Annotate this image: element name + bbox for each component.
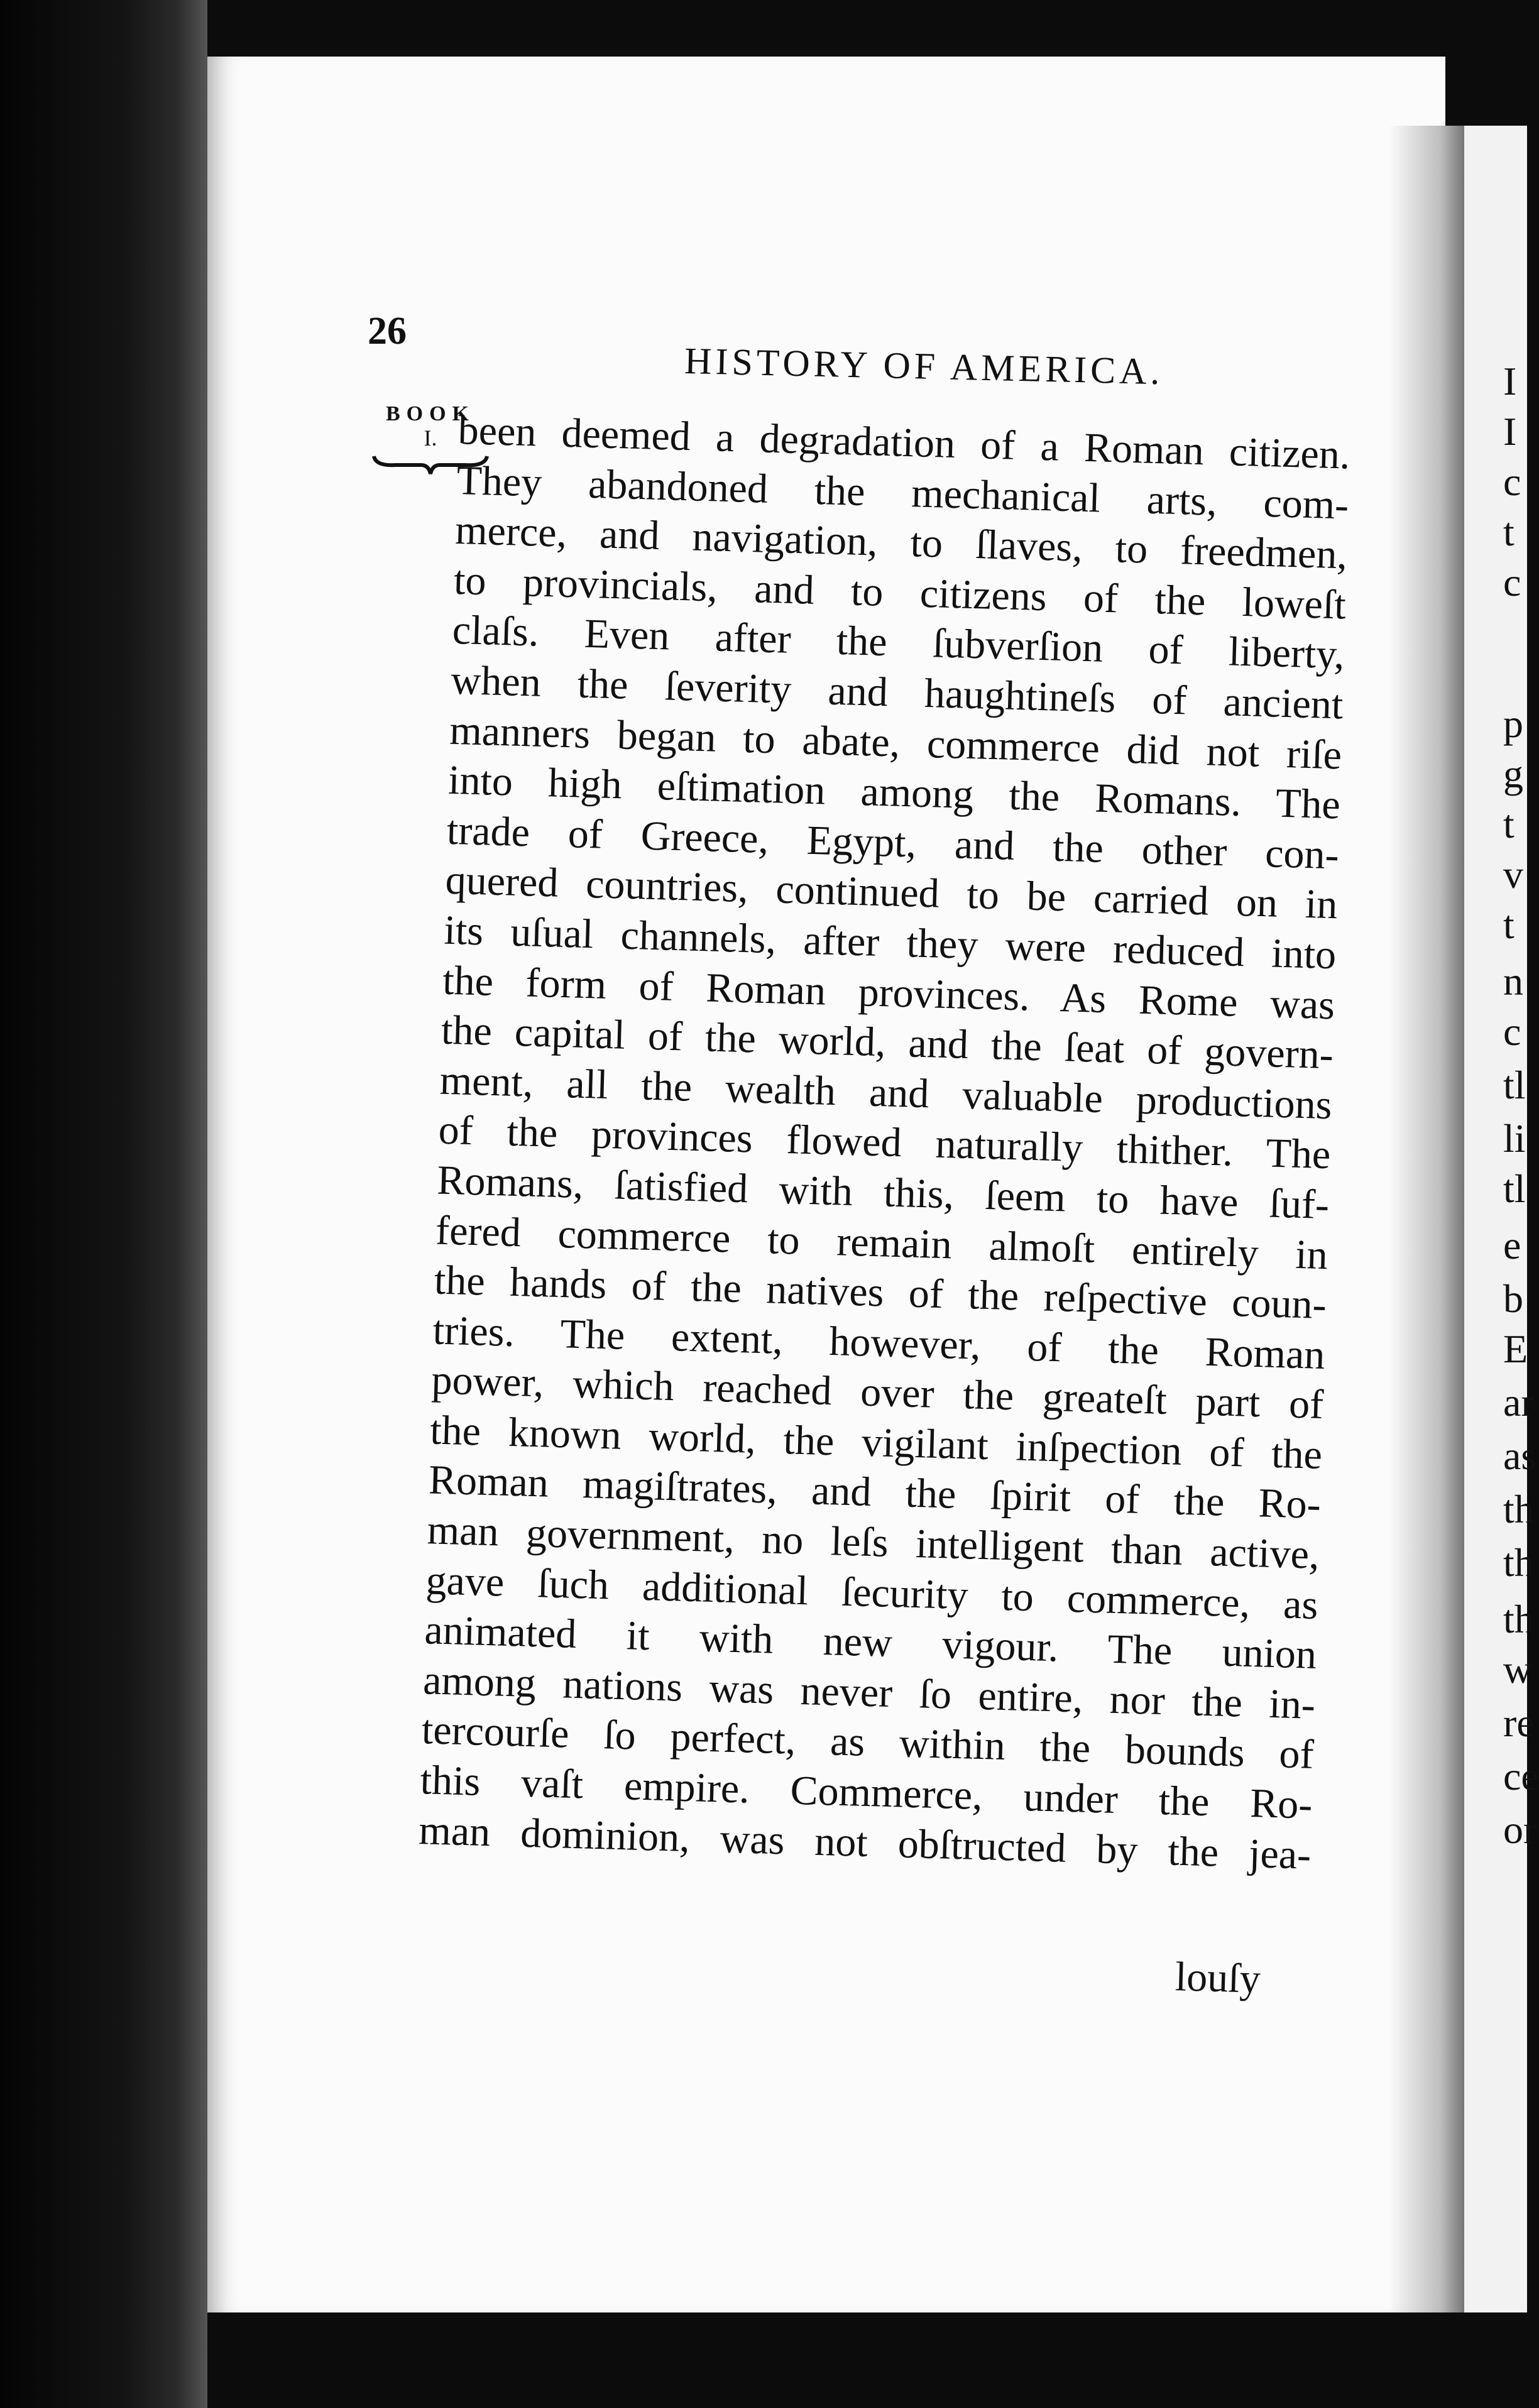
facing-page-fragment: li <box>1503 1116 1526 1161</box>
text-line: manners began to abate, commerce did not riſe <box>449 707 1343 778</box>
text-line: ment, all the wealth and valuable productions <box>439 1057 1333 1128</box>
text-line: this vaſt empire. Commerce, under the Ro- <box>419 1757 1313 1828</box>
text-line: gave ſuch additional ſecurity to commerce, as <box>425 1557 1319 1628</box>
text-line: Roman magiſtrates, and the ſpirit of the Ro- <box>428 1457 1322 1528</box>
facing-page-fragment: t <box>1503 510 1514 554</box>
text-line: its uſual channels, after they were reduced into <box>443 907 1337 978</box>
facing-page-fragment: n <box>1503 959 1523 1004</box>
facing-page-fragment: th <box>1503 1487 1535 1531</box>
text-line: They abandoned the mechanical arts, com- <box>456 457 1350 528</box>
facing-page-fragment: E <box>1503 1327 1528 1371</box>
facing-page-fragment: th <box>1503 1540 1535 1585</box>
text-line: to provincials, and to citizens of the loweſt <box>453 557 1347 628</box>
text-line: tries. The extent, however, of the Roman <box>432 1307 1326 1378</box>
facing-page-fragment: I <box>1503 409 1517 454</box>
facing-page-fragment: re <box>1503 1700 1535 1745</box>
text-line: the capital of the world, and the ſeat of govern- <box>441 1007 1334 1078</box>
text-line: fered commerce to remain almoſt entirely in <box>435 1207 1328 1278</box>
facing-page-fragment: c <box>1503 459 1521 504</box>
text-line: tercourſe ſo perfect, as within the bounds of <box>421 1707 1315 1778</box>
text-line: quered countries, continued to be carried on in <box>444 857 1339 928</box>
text-line: the form of Roman provinces. As Rome was <box>442 957 1335 1028</box>
facing-page-fragment: tl <box>1503 1063 1526 1107</box>
text-line: Romans, ſatisfied with this, ſeem to have ſuf- <box>436 1157 1330 1229</box>
text-line: when the ſeverity and haughtineſs of ancient <box>450 657 1344 728</box>
facing-page-fragment: th <box>1503 1597 1535 1641</box>
facing-page-fragment: g <box>1503 752 1523 796</box>
facing-page-fragment: w <box>1503 1647 1533 1692</box>
text-line: among nations was never ſo entire, nor the in- <box>422 1657 1316 1728</box>
facing-page-fragment: p <box>1503 701 1523 746</box>
text-line: the hands of the natives of the reſpective coun- <box>434 1257 1327 1328</box>
text-line: power, which reached over the greateſt part of <box>430 1357 1325 1428</box>
text-line: trade of Greece, Egypt, and the other con- <box>446 807 1340 878</box>
body-text <box>419 405 1351 1880</box>
text-line: claſs. Even after the ſubverſion of liberty, <box>451 607 1345 678</box>
facing-page-fragment: tl <box>1503 1166 1526 1211</box>
facing-page-fragment: c <box>1503 1009 1521 1054</box>
facing-page-fragment: t <box>1503 902 1514 947</box>
text-line: the known world, the vigilant inſpection of the <box>429 1407 1323 1478</box>
text-line: man dominion, was not obſtructed by the jea- <box>418 1807 1312 1878</box>
catchword: louſy <box>1175 1954 1261 2002</box>
facing-page-fragment: I <box>1503 359 1517 403</box>
facing-page-fragment: v <box>1503 852 1523 897</box>
text-line: of the provinces flowed naturally thither. The <box>437 1107 1332 1178</box>
text-line: into high eſtimation among the Romans. The <box>447 757 1341 828</box>
facing-page-fragment: ar <box>1503 1380 1535 1425</box>
facing-page-fragment: or <box>1503 1807 1537 1852</box>
book-binding-edge <box>0 0 207 2408</box>
facing-page-fragment: ce <box>1503 1754 1539 1798</box>
text-line: animated it with new vigour. The union <box>424 1607 1318 1678</box>
marginal-book-number: I. <box>424 425 437 451</box>
text-line: man government, no leſs intelligent than active, <box>426 1507 1320 1578</box>
text-line: been deemed a degradation of a Roman citizen. <box>457 407 1351 478</box>
facing-page-fragment: c <box>1503 560 1521 605</box>
marginal-book-label: BOOK <box>385 402 476 425</box>
running-head: HISTORY OF AMERICA. <box>684 339 1164 393</box>
text-line: merce, and navigation, to ſlaves, to freedmen, <box>454 507 1348 578</box>
facing-page-fragment: t <box>1503 802 1514 846</box>
page-number: 26 <box>368 310 407 353</box>
facing-page <box>1464 126 1539 2312</box>
facing-page-fragment: b <box>1503 1276 1523 1321</box>
facing-page-fragment: as <box>1503 1433 1537 1478</box>
facing-page-fragment: e <box>1503 1223 1521 1267</box>
